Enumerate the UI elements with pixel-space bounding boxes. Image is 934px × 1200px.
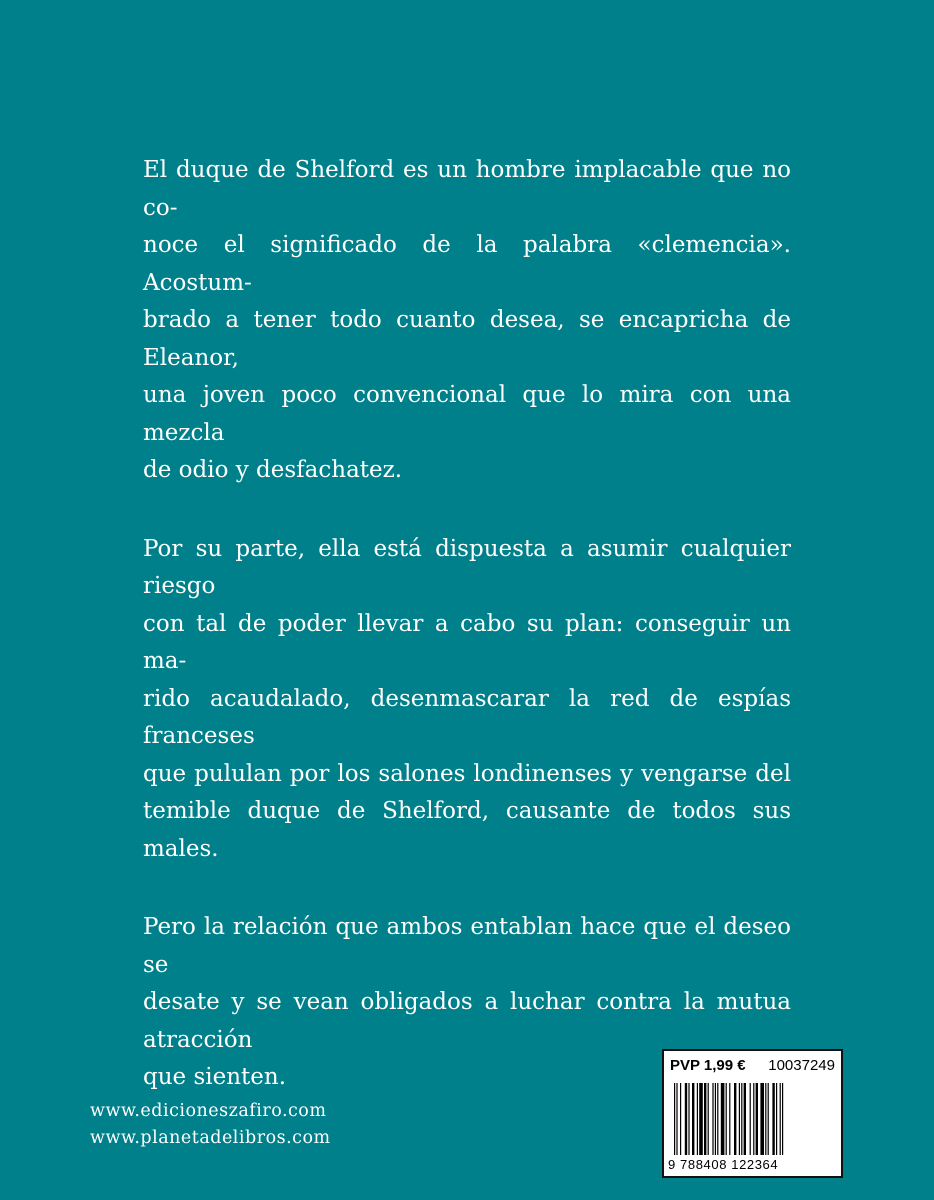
barcode-bar	[729, 1083, 730, 1155]
barcode-bar	[750, 1083, 751, 1155]
blurb-line: temible duque de Shelford, causante de todos sus males.	[143, 798, 791, 862]
barcode-bars-icon	[674, 1083, 832, 1155]
blurb-line: con tal de poder llevar a cabo su plan: conseguir un ma-	[143, 610, 791, 674]
barcode-bar	[756, 1083, 758, 1155]
blurb-paragraph-2	[143, 531, 791, 869]
price-row	[670, 1057, 835, 1074]
barcode-bar	[780, 1083, 781, 1155]
blurb-line: que sienten.	[143, 1064, 287, 1090]
blurb-line: Pero la relación que ambos entablan hace que el deseo se	[143, 914, 791, 978]
website-link-zafiro[interactable]: www.edicioneszafiro.com	[90, 1101, 327, 1121]
blurb-line: Por su parte, ella está dispuesta a asumir cualquier riesgo	[143, 535, 791, 599]
barcode-bar	[708, 1083, 709, 1155]
barcode-bar	[741, 1083, 742, 1155]
barcode-bar	[782, 1083, 783, 1155]
barcode-bar	[772, 1083, 774, 1155]
blurb-paragraph-1	[143, 152, 791, 490]
barcode-bar	[704, 1083, 706, 1155]
barcode-bar	[765, 1083, 766, 1155]
publisher-websites	[90, 1098, 331, 1152]
price-label: PVP 1,99 €	[670, 1057, 746, 1074]
barcode-label	[662, 1049, 843, 1178]
barcode-bar	[676, 1083, 677, 1155]
barcode-bar	[674, 1083, 675, 1155]
back-cover-blurb	[143, 152, 791, 1138]
barcode-bar	[739, 1083, 740, 1155]
barcode-bar	[768, 1083, 769, 1155]
product-code: 10037249	[768, 1057, 835, 1074]
ean-digits: 9 788408 122364	[668, 1157, 779, 1172]
barcode-bar	[685, 1083, 687, 1155]
blurb-line: que pululan por los salones londinenses y vengarse del	[143, 760, 791, 787]
barcode-bar	[776, 1083, 777, 1155]
barcode-bar	[699, 1083, 703, 1155]
barcode-bar	[753, 1083, 754, 1155]
website-link-planeta[interactable]: www.planetadelibros.com	[90, 1128, 331, 1148]
barcode-bar	[726, 1083, 727, 1155]
barcode-bar	[680, 1083, 681, 1155]
barcode-bar	[721, 1083, 725, 1155]
barcode-bar	[697, 1083, 698, 1155]
barcode-bar	[688, 1083, 689, 1155]
blurb-line: de odio y desfachatez.	[143, 457, 403, 483]
blurb-line: rido acaudalado, desenmascarar la red de espías franceses	[143, 685, 791, 749]
barcode-bar	[734, 1083, 736, 1155]
barcode-bar	[760, 1083, 764, 1155]
blurb-line: brado a tener todo cuanto desea, se encapricha de Eleanor,	[143, 307, 791, 371]
blurb-line: noce el significado de la palabra «clemencia». Acostum-	[143, 232, 791, 296]
blurb-line: desate y se vean obligados a luchar contra la mutua atracción	[143, 989, 791, 1053]
barcode-bar	[715, 1083, 716, 1155]
blurb-line: El duque de Shelford es un hombre implacable que no co-	[143, 157, 791, 221]
blurb-line: una joven poco convencional que lo mira con una mezcla	[143, 382, 791, 446]
barcode-bar	[712, 1083, 713, 1155]
barcode-bar	[692, 1083, 694, 1155]
barcode-bar	[744, 1083, 746, 1155]
barcode-bar	[717, 1083, 718, 1155]
